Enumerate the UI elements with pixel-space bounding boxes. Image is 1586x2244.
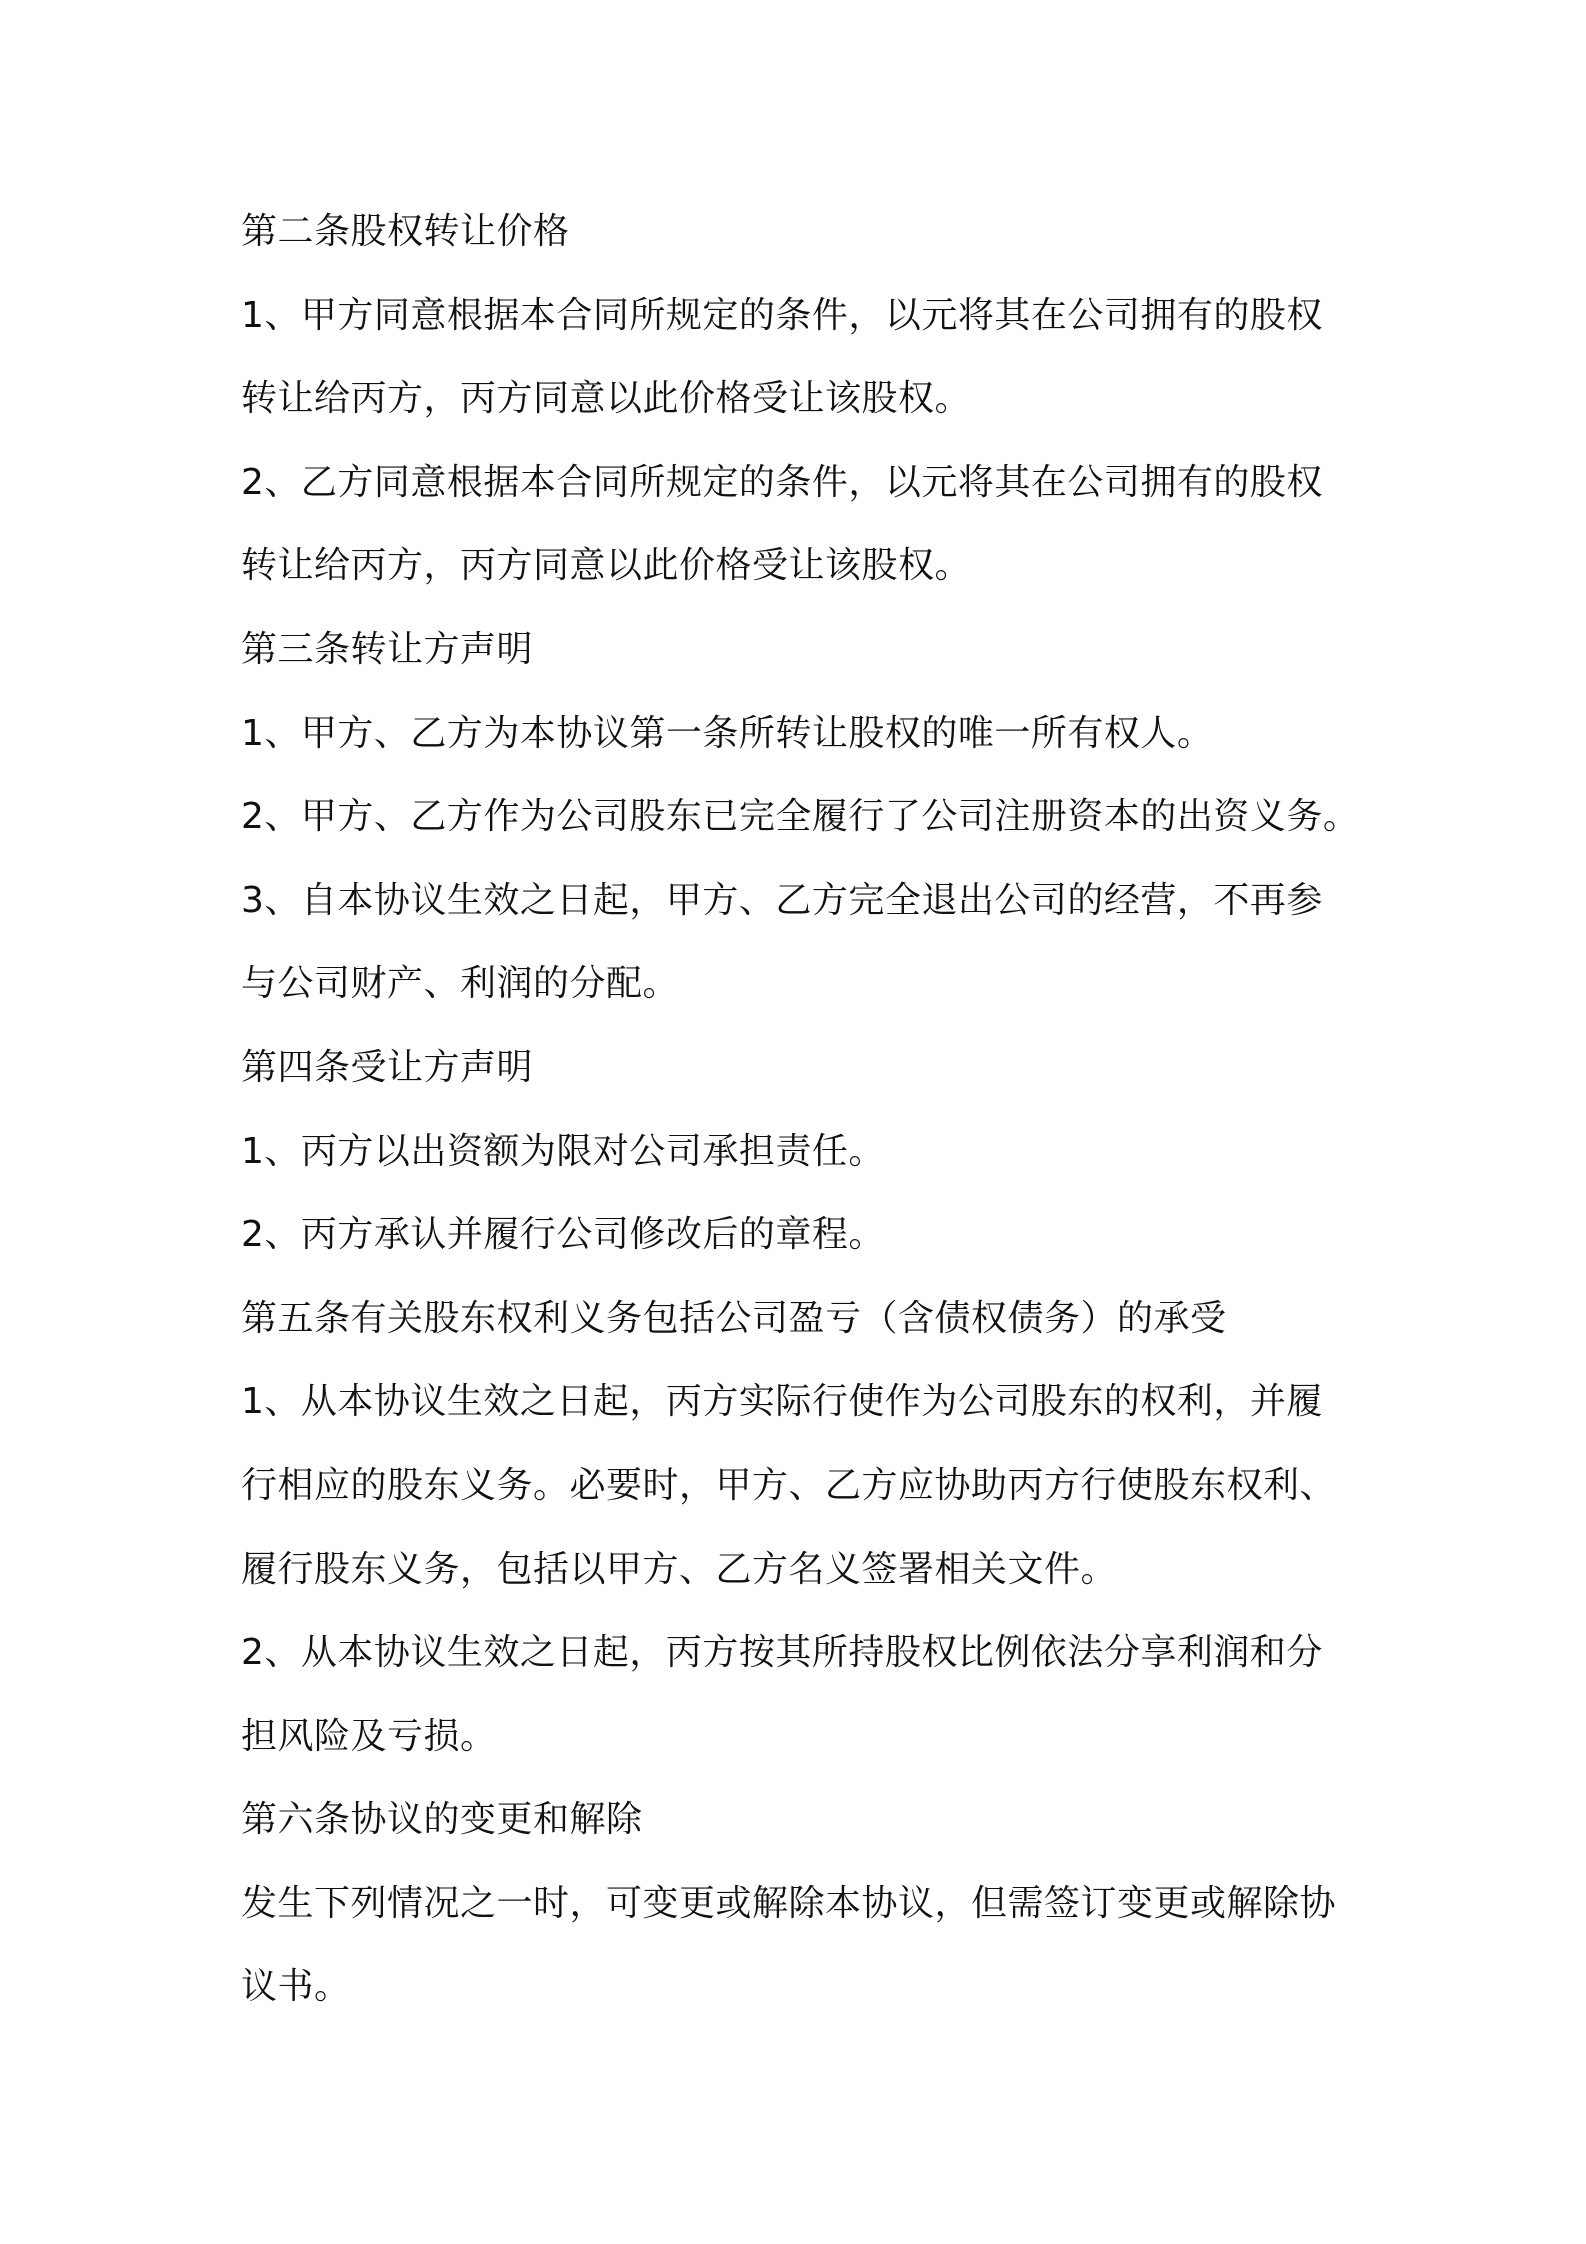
paragraph-line: 2、从本协议生效之日起，丙方按其所持股权比例依法分享利润和分 [241, 1632, 1323, 1674]
paragraph-line: 议书。 [241, 1966, 351, 2008]
paragraph [241, 1611, 1371, 1778]
paragraph-line: 发生下列情况之一时，可变更或解除本协议，但需签订变更或解除协 [241, 1882, 1337, 1924]
section-4 [241, 1026, 1371, 1277]
paragraph-line: 履行股东义务，包括以甲方、乙方名义签署相关文件。 [241, 1548, 1118, 1590]
paragraph-line: 行相应的股东义务。必要时，甲方、乙方应协助丙方行使股东权利、 [241, 1464, 1337, 1506]
paragraph-line: 1、甲方、乙方为本协议第一条所转让股权的唯一所有权人。 [241, 712, 1214, 754]
paragraph [241, 1110, 1371, 1194]
paragraph-line: 担风险及亏损。 [241, 1715, 497, 1757]
paragraph [241, 692, 1371, 776]
paragraph-line: 与公司财产、利润的分配。 [241, 963, 680, 1005]
document-body [241, 190, 1371, 2029]
section-heading: 第三条转让方声明 [241, 628, 534, 670]
paragraph [241, 775, 1371, 859]
section-6 [241, 1778, 1371, 2029]
section-2 [241, 190, 1371, 608]
paragraph [241, 441, 1371, 608]
paragraph-line: 2、丙方承认并履行公司修改后的章程。 [241, 1214, 885, 1256]
section-heading: 第四条受让方声明 [241, 1046, 534, 1088]
paragraph [241, 859, 1371, 1026]
section-heading: 第六条协议的变更和解除 [241, 1799, 643, 1841]
paragraph-line: 3、自本协议生效之日起，甲方、乙方完全退出公司的经营，不再参 [241, 879, 1323, 921]
paragraph [241, 274, 1371, 441]
paragraph [241, 1862, 1371, 2029]
paragraph-line: 2、甲方、乙方作为公司股东已完全履行了公司注册资本的出资义务。 [241, 796, 1360, 838]
section-heading: 第二条股权转让价格 [241, 211, 570, 252]
paragraph-line: 转让给丙方，丙方同意以此价格受让该股权。 [241, 545, 972, 587]
paragraph-line: 1、甲方同意根据本合同所规定的条件，以元将其在公司拥有的股权 [241, 294, 1323, 336]
section-3 [241, 608, 1371, 1026]
paragraph-line: 1、从本协议生效之日起，丙方实际行使作为公司股东的权利，并履 [241, 1381, 1323, 1423]
paragraph-line: 1、丙方以出资额为限对公司承担责任。 [241, 1130, 885, 1172]
paragraph-line: 2、乙方同意根据本合同所规定的条件，以元将其在公司拥有的股权 [241, 461, 1323, 503]
section-heading: 第五条有关股东权利义务包括公司盈亏（含债权债务）的承受 [241, 1297, 1227, 1339]
paragraph [241, 1360, 1371, 1611]
paragraph [241, 1193, 1371, 1277]
section-5 [241, 1277, 1371, 1779]
paragraph-line: 转让给丙方，丙方同意以此价格受让该股权。 [241, 378, 972, 420]
